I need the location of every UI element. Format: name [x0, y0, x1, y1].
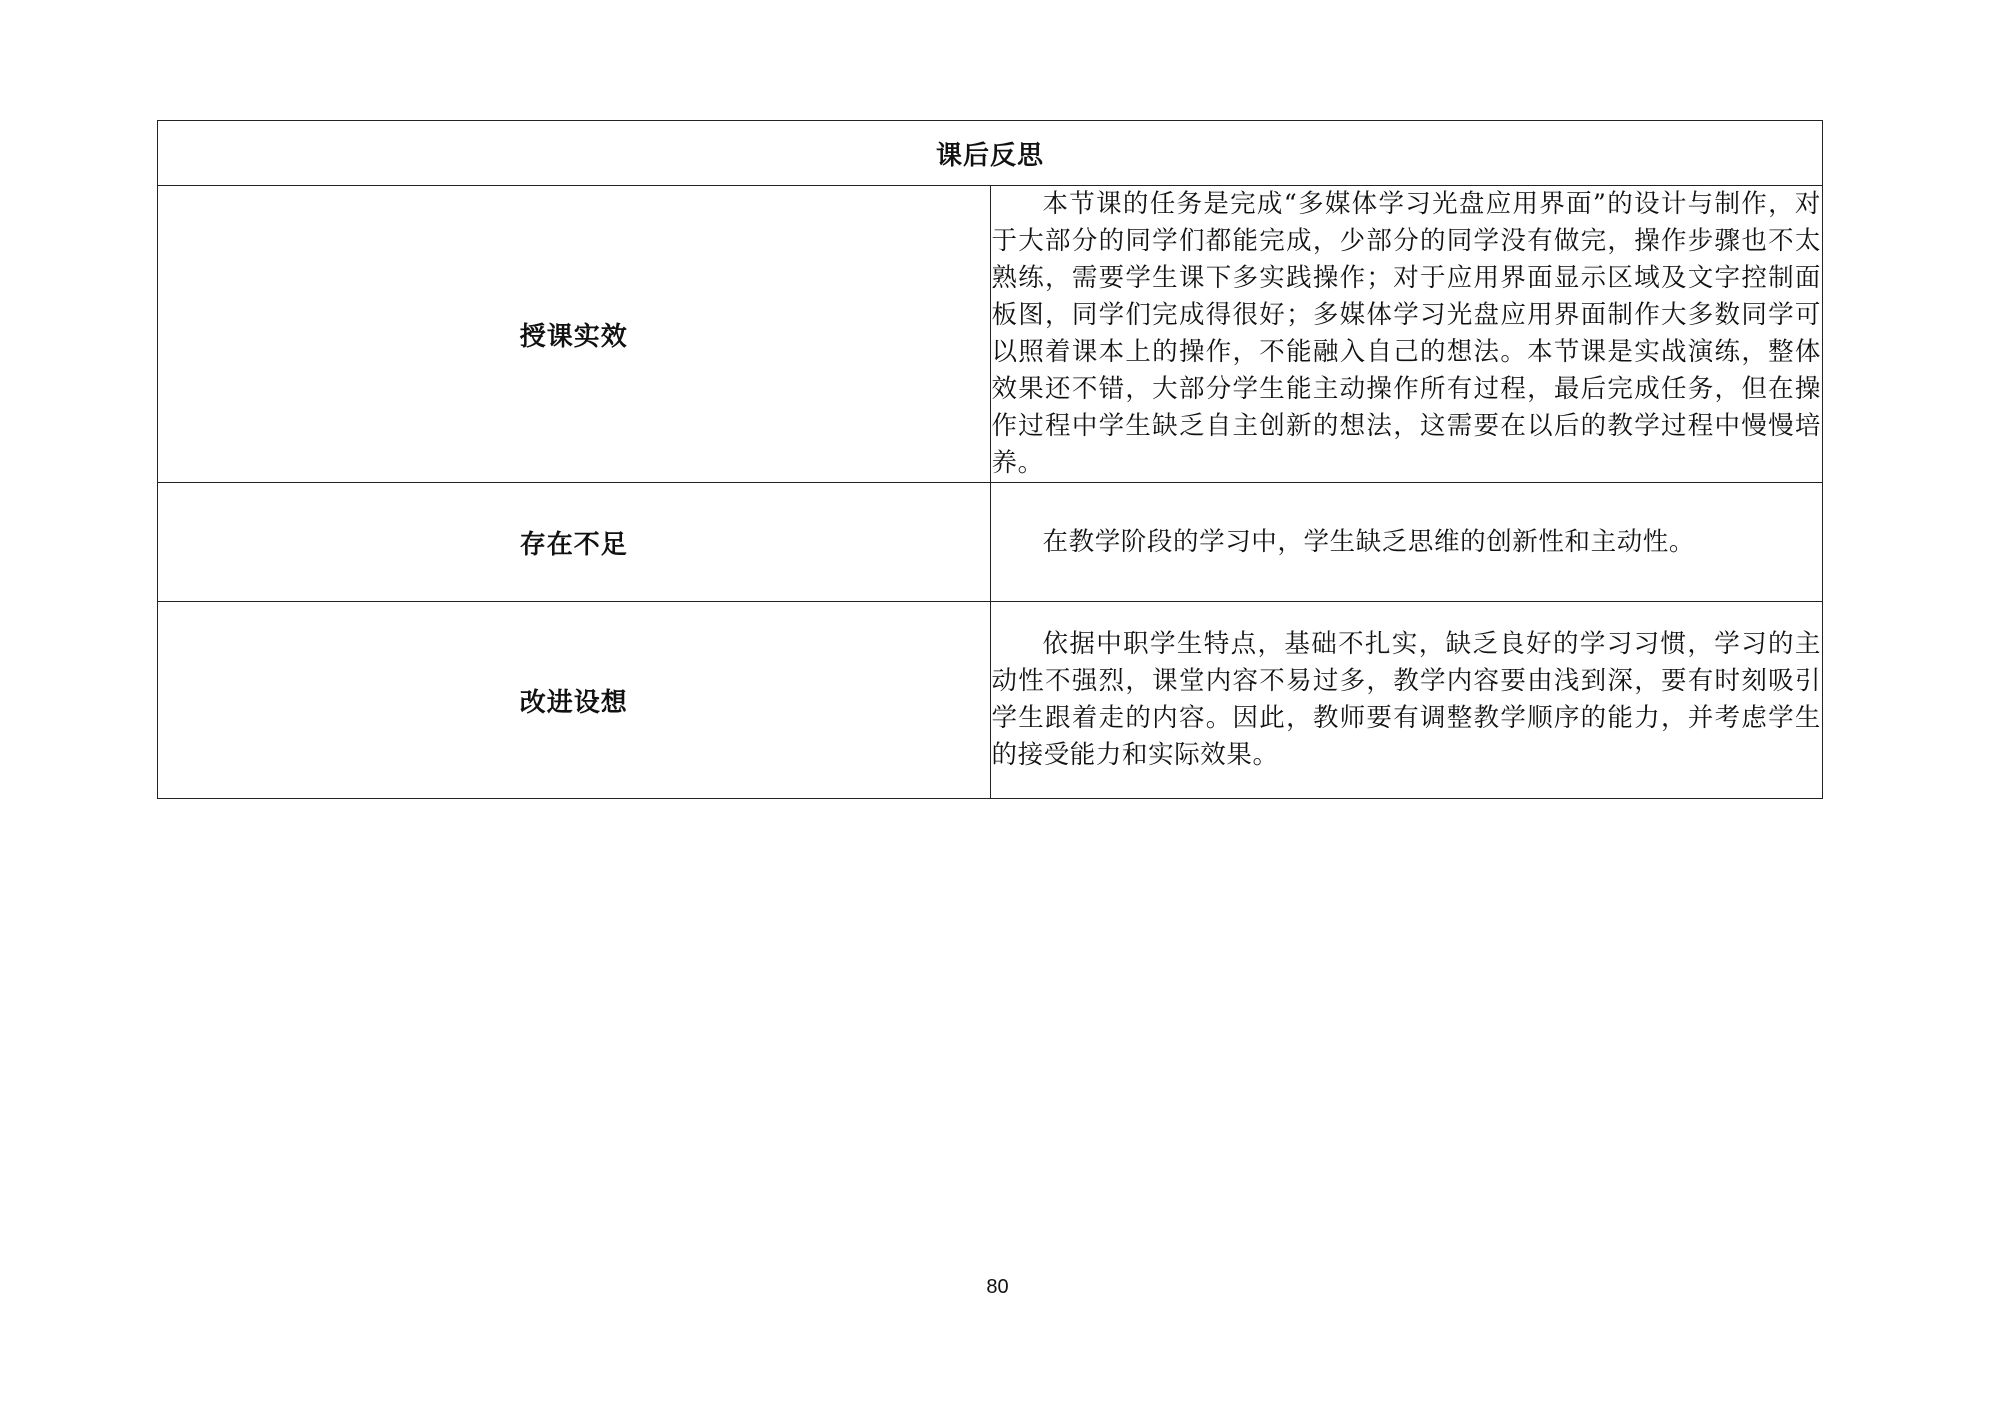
reflection-table [157, 120, 1823, 799]
title-row [158, 121, 1823, 186]
row-label-teaching-effect: 授课实效 [158, 186, 991, 483]
row-content-improvement: 依据中职学生特点，基础不扎实，缺乏良好的学习习惯，学习的主动性不强烈，课堂内容不易过多，教学内容要由浅到深，要有时刻吸引学生跟着走的内容。因此，教师要有调整教学顺序的能力，并考虑学生的接受能力和实际效果。 [990, 602, 1823, 799]
table-row [158, 483, 1823, 602]
table-title: 课后反思 [158, 121, 1823, 186]
row-label-shortcomings: 存在不足 [158, 483, 991, 602]
page-number: 80 [986, 1276, 1009, 1298]
table-row [158, 186, 1823, 483]
row-label-improvement: 改进设想 [158, 602, 991, 799]
row-content-shortcomings: 在教学阶段的学习中，学生缺乏思维的创新性和主动性。 [990, 483, 1823, 602]
row-content-teaching-effect: 本节课的任务是完成“多媒体学习光盘应用界面”的设计与制作，对于大部分的同学们都能完成，少部分的同学没有做完，操作步骤也不太熟练，需要学生课下多实践操作；对于应用界面显示区域及文字控制面板图，同学们完成得很好；多媒体学习光盘应用界面制作大多数同学可以照着课本上的操作，不能融入自己的想法。本节课是实战演练，整体效果还不错，大部分学生能主动操作所有过程，最后完成任务，但在操作过程中学生缺乏自主创新的想法，这需要在以后的教学过程中慢慢培养。 [990, 186, 1823, 483]
table-row [158, 602, 1823, 799]
